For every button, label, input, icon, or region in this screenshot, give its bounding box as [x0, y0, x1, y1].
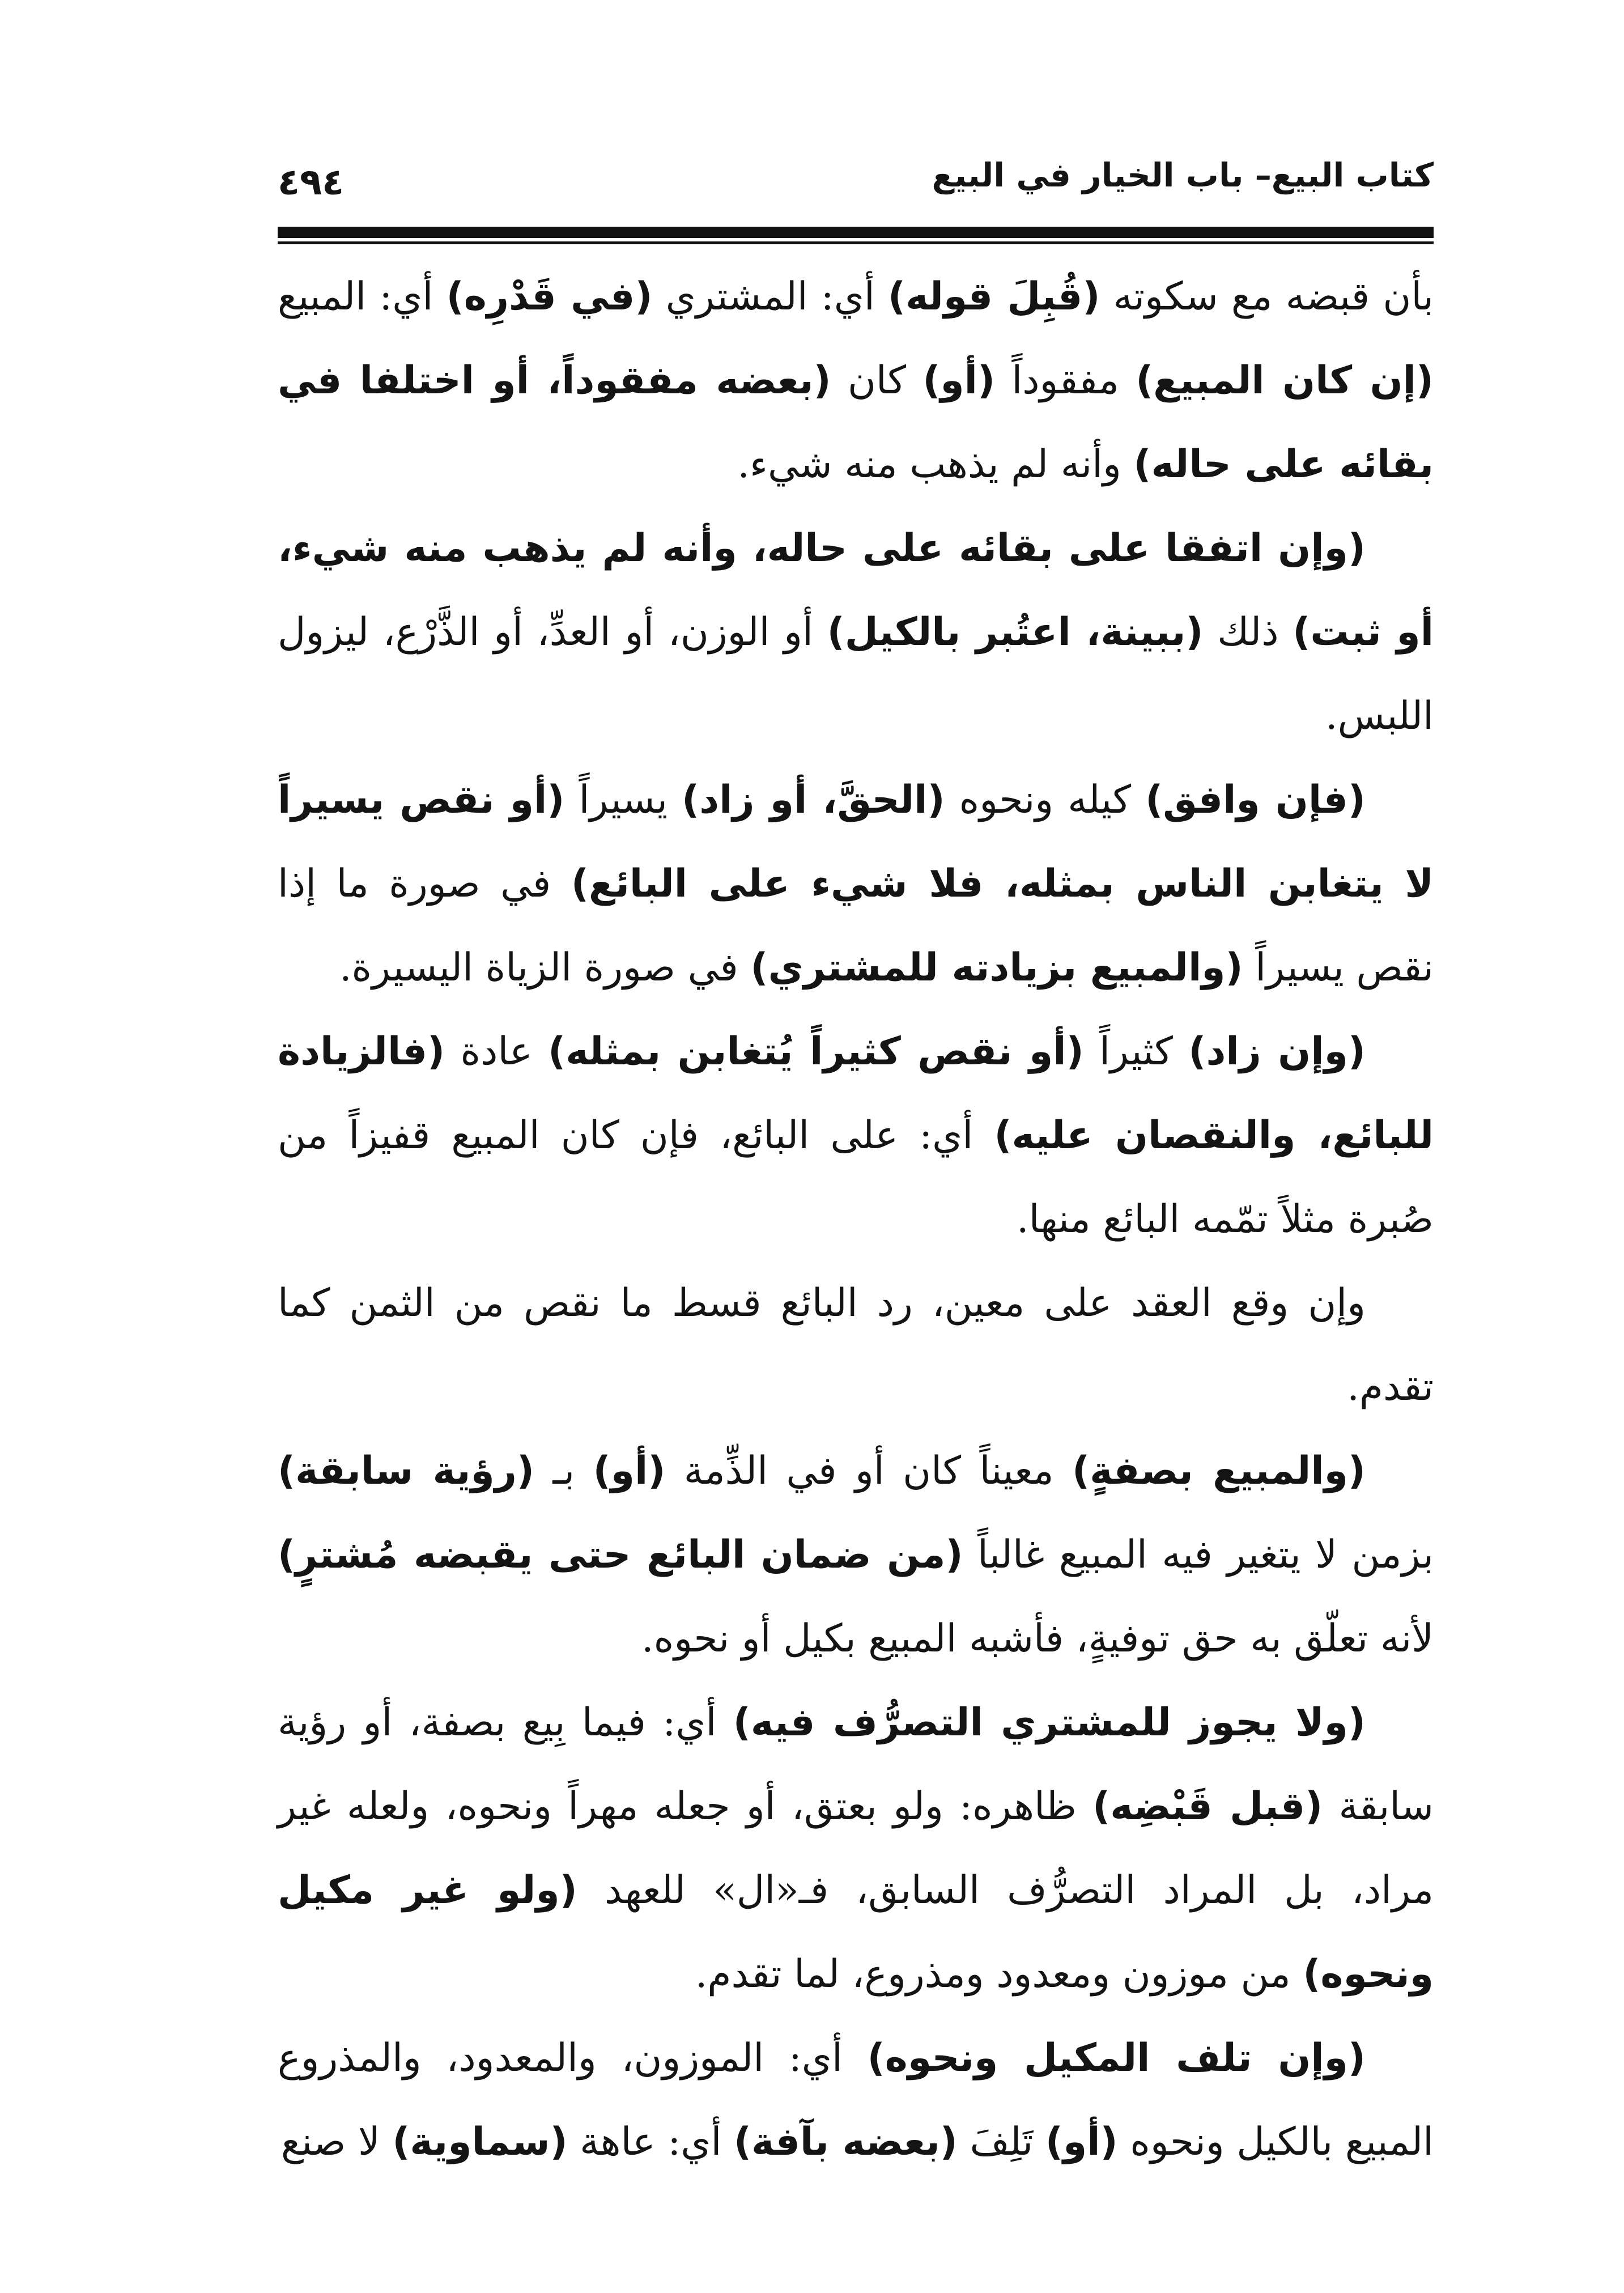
commentary-text: أي: الموزون، والمعدود، والمذروع المبيع بالكيل ونحوه — [278, 2036, 1434, 2164]
matn-text: (قُبِلَ قوله) — [888, 274, 1100, 319]
matn-text: (إن كان المبيع) — [1136, 358, 1434, 403]
page-number: ٤٩٤ — [278, 162, 345, 203]
matn-text: (الحقَّ، أو زاد) — [682, 778, 945, 822]
commentary-text: كثيراً — [1083, 1029, 1189, 1074]
header-rule-thick — [278, 227, 1434, 238]
matn-text: (وإن اتفقا على بقائه على حاله، وأنه لم يذهب منه شيء، أو ثبت) — [278, 526, 1434, 655]
commentary-text: تَلِفَ — [957, 2120, 1045, 2164]
matn-text: (والمبيع بزيادته للمشتري) — [750, 945, 1243, 990]
commentary-text: كيله ونحوه — [945, 778, 1146, 822]
commentary-text: في صورة ما إذا نقص يسيراً — [278, 861, 1434, 990]
commentary-text: أي: المشتري — [652, 274, 888, 319]
commentary-text: لأنه تعلّق به حق توفيةٍ، فأشبه المبيع بكيل أو نحوه. — [641, 1616, 1434, 1661]
paragraph-5 — [278, 1262, 1434, 1429]
commentary-text: عادة — [445, 1029, 549, 1074]
matn-text: (من ضمان البائع حتى يقبضه مُشترٍ) — [278, 1532, 963, 1577]
commentary-text: أو الوزن، أو العدِّ، أو الذَّرْع، ليزول اللبس. — [278, 610, 1434, 738]
matn-text: (أو نقص كثيراً يُتغابن بمثله) — [548, 1029, 1084, 1074]
commentary-text: من موزون ومعدود ومذروع، لما تقدم. — [695, 1952, 1303, 1997]
commentary-text: وأنه لم يذهب منه شيء. — [737, 442, 1134, 487]
header-rule-thin — [278, 241, 1434, 244]
matn-text: (ولا يجوز للمشتري التصرُّف فيه) — [733, 1700, 1366, 1745]
paragraph-1 — [278, 255, 1434, 507]
matn-text: (وإن زاد) — [1188, 1029, 1366, 1074]
commentary-text: بأن قبضه مع سكوته — [1100, 274, 1434, 319]
matn-text: (بعضه بآفة) — [734, 2120, 958, 2164]
paragraph-3 — [278, 758, 1434, 1010]
matn-text: (في قَدْرِه) — [446, 274, 653, 319]
commentary-text: أي: المبيع — [278, 274, 447, 319]
commentary-text: كان — [831, 358, 923, 403]
commentary-text: مفقوداً — [995, 358, 1136, 403]
paragraph-6 — [278, 1429, 1434, 1681]
matn-text: (أو نقص يسيراً لا يتغابن الناس بمثله، فلا شيء على البائع) — [278, 778, 1434, 906]
matn-text: (ببينة، اعتُبر بالكيل) — [827, 610, 1204, 655]
commentary-text: ذلك — [1203, 610, 1293, 655]
body-text — [278, 255, 1434, 2184]
commentary-text: في صورة الزياة اليسيرة. — [339, 945, 751, 990]
matn-text: (أو) — [922, 358, 996, 403]
matn-text: (والمبيع بصفةٍ) — [1072, 1449, 1366, 1493]
running-title: كتاب البيع– باب الخيار في البيع — [932, 156, 1434, 194]
commentary-text: أي: عاهة — [567, 2120, 734, 2164]
commentary-text: أي: على البائع، فإن كان المبيع قفيزاً من صُبرة مثلاً تمّمه البائع منها. — [278, 1113, 1434, 1242]
matn-text: (رؤية سابقة) — [278, 1449, 534, 1493]
matn-text: (بعضه مفقوداً، أو اختلفا في بقائه على حاله) — [278, 358, 1434, 487]
paragraph-7 — [278, 1681, 1434, 2016]
matn-text: (أو) — [593, 1449, 666, 1493]
commentary-text: يسيراً — [564, 778, 682, 822]
matn-text: (فإن وافق) — [1145, 778, 1366, 822]
paragraph-2 — [278, 507, 1434, 758]
matn-text: (وإن تلف المكيل ونحوه) — [867, 2036, 1366, 2080]
commentary-text: وإن وقع العقد على معين، رد البائع قسط ما نقص من الثمن كما تقدم. — [278, 1281, 1434, 1409]
matn-text: (فالزيادة للبائع، والنقصان عليه) — [278, 1029, 1434, 1158]
commentary-text: بزمن لا يتغير فيه المبيع غالباً — [963, 1532, 1434, 1577]
commentary-text: بـ — [534, 1449, 593, 1493]
page-header — [278, 156, 1434, 232]
paragraph-8 — [278, 2016, 1434, 2184]
commentary-text: ظاهره: ولو بعتق، أو جعله مهراً ونحوه، ولعله غير مراد، بل المراد التصرُّف السابق، فـ«ال» للعهد — [278, 1784, 1434, 1913]
matn-text: (قبل قَبْضِه) — [1092, 1784, 1323, 1829]
commentary-text: معيناً كان أو في الذِّمة — [665, 1449, 1072, 1493]
matn-text: (سماوية) — [392, 2120, 568, 2164]
commentary-text: لا صنع — [280, 2120, 393, 2164]
paragraph-4 — [278, 1010, 1434, 1262]
matn-text: (ولو غير مكيل ونحوه) — [278, 1868, 1434, 1997]
matn-text: (أو) — [1045, 2120, 1118, 2164]
commentary-text: أي: فيما بِيع بصفة، أو رؤية سابقة — [278, 1700, 1434, 1829]
